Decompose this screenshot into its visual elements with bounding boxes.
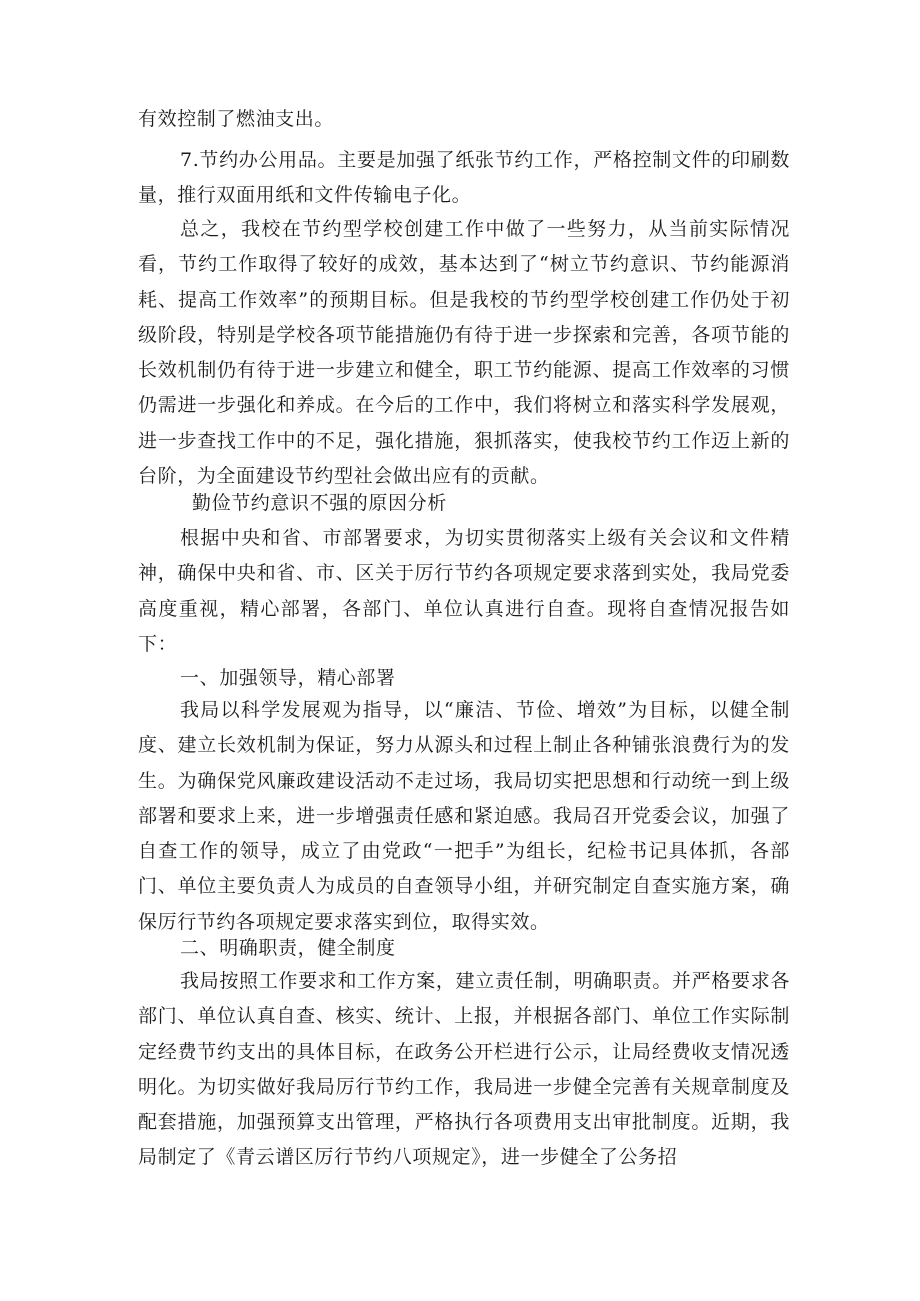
paragraph-intro: 根据中央和省、市部署要求，为切实贯彻落实上级有关会议和文件精神，确保中央和省、市、区关于厉行节约各项规定要求落到实处，我局党委高度重视，精心部署，各部门、单位认真进行自查。现将自查情况报告如下：: [138, 527, 790, 655]
paragraph-leadership: 我局以科学发展观为指导，以“廉洁、节俭、增效”为目标，以健全制度、建立长效机制为保证，努力从源头和过程上制止各种铺张浪费行为的发生。为确保党风廉政建设活动不走过场，我局切实把思想和行动统一到上级部署和要求上来，进一步增强责任感和紧迫感。我局召开党委会议，加强了自查工作的领导，成立了由党政“一把手”为组长，纪检书记具体抓，各部门、单位主要负责人为成员的自查领导小组，并研究制定自查实施方案，确保厉行节约各项规定要求落实到位，取得实效。: [138, 699, 790, 933]
paragraph-summary: 总之，我校在节约型学校创建工作中做了一些努力，从当前实际情况看，节约工作取得了较好的成效，基本达到了“树立节约意识、节约能源消耗、提高工作效率”的预期目标。但是我校的节约型学校创建工作仍处于初级阶段，特别是学校各项节能措施仍有待于进一步探索和完善，各项节能的长效机制仍有待于进一步建立和健全，职工节约能源、提高工作效率的习惯仍需进一步强化和养成。在今后的工作中，我们将树立和落实科学发展观，进一步查找工作中的不足，强化措施，狠抓落实，使我校节约工作迈上新的台阶，为全面建设节约型社会做出应有的贡献。: [138, 218, 790, 488]
paragraph-fuel-control: 有效控制了燃油支出。: [138, 108, 335, 130]
paragraph-responsibility: 我局按照工作要求和工作方案，建立责任制，明确职责。并严格要求各部门、单位认真自查、核实、统计、上报，并根据各部门、单位工作实际制定经费节约支出的具体目标，在政务公开栏进行公示，让局经费收支情况透明化。为切实做好我局厉行节约工作，我局进一步健全完善有关规章制度及配套措施，加强预算支出管理，严格执行各项费用支出审批制度。近期，我局制定了《青云谱区厉行节约八项规定》，进一步健全了公务招: [138, 970, 790, 1169]
heading-leadership: 一、加强领导，精心部署: [180, 667, 396, 689]
paragraph-office-supplies: 7.节约办公用品。主要是加强了纸张节约工作，严格控制文件的印刷数量，推行双面用纸和文件传输电子化。: [138, 149, 790, 207]
section-title: 勤俭节约意识不强的原因分析: [192, 492, 447, 514]
heading-responsibility: 二、明确职责，健全制度: [180, 937, 396, 959]
